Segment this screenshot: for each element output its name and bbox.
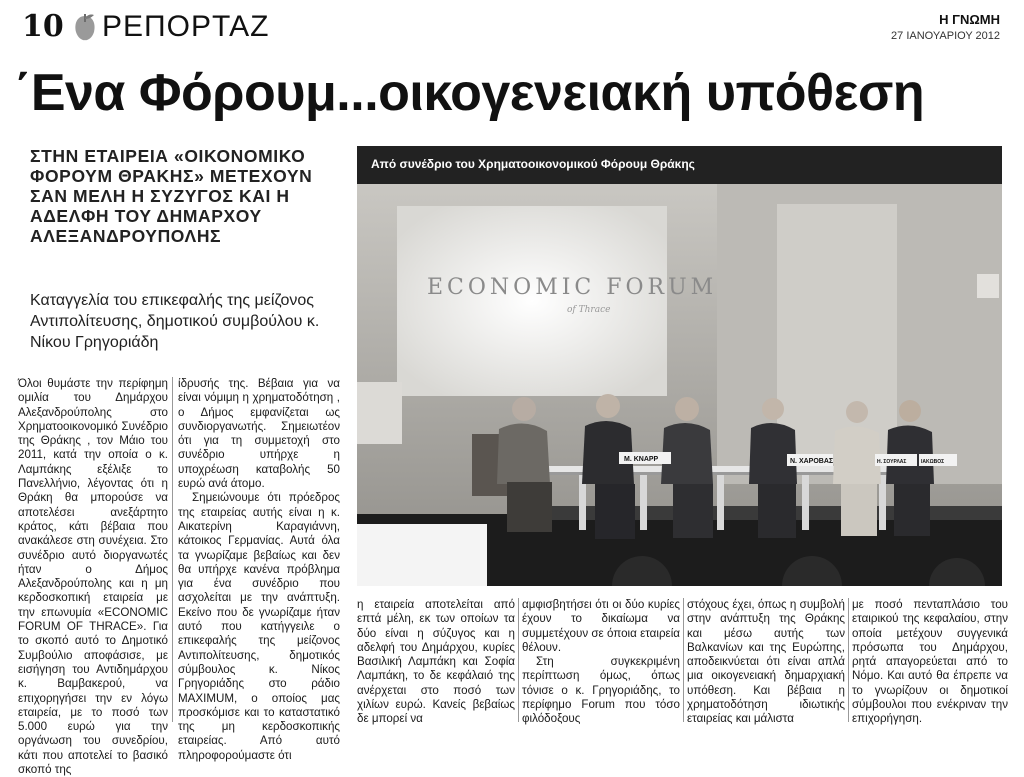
article-deck: ΣΤΗΝ ΕΤΑΙΡΕΙΑ «ΟΙΚΟΝΟΜΙΚΟ ΦΟΡΟΥΜ ΘΡΑΚΗΣ» ΜΕΤΕΧΟΥΝ ΣΑΝ ΜΕΛΗ Η ΣΥΖΥΓΟΣ ΚΑΙ Η ΑΔΕΛΦΗ ΤΟΥ ΔΗΜΑΡΧΟΥ ΑΛΕΞΑΝΔΡΟΥΠΟΛΗΣ [30, 146, 313, 246]
body-paragraph: ίδρυσής της. Βέβαια για να είναι νόμιμη η χρηματοδότηση , ο Δήμος εμφανίζεται ως συνδιοργανωτής. Σημειωτέον ότι για τη συμμετοχή στο συνέδριο υπήρχε η υποχρέωση καταβολής 50 ευρώ ανά άτομο. [178, 377, 340, 491]
conference-photo [357, 146, 1002, 586]
body-paragraph: στόχους έχει, όπως η συμβολή στην ανάπτυξη της Θράκης και μέσω αυτής των Βαλκανίων και της Ευρώπης, αποδεικνύεται ότι είναι απλά μια οικογενειακή δημαρχιακή υπόθεση. Και βέβαια η χρηματοδότηση ιδιωτικής εταιρείας και μάλιστα [687, 598, 845, 726]
body-column-6 [852, 598, 1008, 727]
article-headline: ΄Ενα Φόρουμ...οικογενειακή υπόθεση [14, 64, 925, 122]
projection-screen [397, 206, 667, 396]
nameplate-2: Ν. ΧΑΡΟΒΑΣ [790, 458, 834, 465]
photo-caption-bar [357, 146, 1002, 184]
issue-date: 27 ΙΑΝΟΥΑΡΙΟΥ 2012 [891, 30, 1000, 42]
newspaper-name: Η ΓΝΩΜΗ [939, 12, 1000, 27]
column-rule [848, 598, 849, 722]
body-paragraph: Στη συγκεκριμένη περίπτωση όμως, όπως τόνισε ο κ. Γρηγοριάδης, το περίφημο Forum που τόσο φιλόδοξους [522, 655, 680, 726]
column-rule [172, 377, 173, 722]
body-paragraph: Όλοι θυμάστε την περίφημη ομιλία του Δημάρχου Αλεξανδρούπολης στο Χρηματοοικονομικό Συνέδριο της Θράκης , τον Μάιο του 2011, κατά την οποία ο κ. Λαμπάκης εξέλιξε το Πανελλήνιο, λέγοντας ότι η Θράκη θα μπορούσε να αποτελέσει ανεξάρτητο κράτος, κάτι βέβαια που ανακάλεσε στη συνέχεια. Στο συνέδριο αυτό διοργανωτές ήταν ο Δήμος Αλεξανδρούπολης και η μη κερδοσκοπική εταιρεία με την επωνυμία «ECONOMIC FORUM OF THRACE». Για το σκοπό αυτό το Δημοτικό Συμβούλιο αποφάσισε, με εισήγηση του Αντιδημάρχου κ. Βαμβακερού, να επιχορηγήσει την εν λόγω εταιρεία, με το ποσό των 5.000 ευρώ για την οργάνωση του συνεδρίου, κάτι που αποτελεί το βασικό σκοπό της [18, 377, 168, 777]
photo-caption: Από συνέδριο του Χρηματοοικονομικού Φόρουμ Θράκης [371, 157, 695, 171]
body-paragraph: η εταιρεία αποτελείται από επτά μέλη, εκ των οποίων τα δύο είναι η σύζυγος και η αδελφή του Δημάρχου, κυρίες Βασιλική Λαμπάκη και Σοφία Λαμπάκη, το δε κεφάλαιό της ανέρχεται στο ποσό των χιλίων ευρώ. Κανείς βεβαίως δε μπορεί να [357, 598, 515, 726]
paper-logo-icon [72, 12, 98, 42]
page-number: 10 [22, 9, 64, 44]
nameplate-1: Μ. ΚΝΑΡΡ [624, 456, 659, 463]
body-paragraph: Σημειώνουμε ότι πρόεδρος της εταιρείας αυτής είναι η κ. Αικατερίνη Καραγιάννη, κάτοικος Γερμανίας. Αυτά όλα τα γνωρίζαμε βεβαίως και δεν θα υπήρχε κανένα πρόβλημα για ένα συνέδριο που ασχολείται με την ανάπτυξη. Εκείνο που δε γνωρίζαμε ήταν αυτό που κατήγγειλε ο επικεφαλής της μείζονος Αντιπολίτευσης, δημοτικός σύμβουλος κ. Νίκος Γρηγοριάδης στο ράδιο MAXIMUM, ο οποίος μας προσκόμισε και το καταστατικό της μη κερδοσκοπικής εταιρείας. Από αυτό πληροφορούμαστε ότι [178, 491, 340, 762]
body-column-4 [522, 598, 680, 727]
body-column-3 [357, 598, 515, 727]
nameplate-3: Η. ΣΟΥΡΛΑΣ [877, 459, 907, 465]
photo-scene [357, 184, 1002, 586]
screen-subtitle: of Thrace [567, 305, 611, 315]
column-rule [518, 598, 519, 722]
section-title: ΡΕΠΟΡΤΑΖ [102, 10, 270, 43]
screen-title: ECONOMIC FORUM [427, 275, 718, 300]
body-paragraph: με ποσό πενταπλάσιο του εταιρικού της κεφαλαίου, στην οποία μετέχουν συγγενικά πρόσωπα του Δημάρχου, ρητά απαγορεύεται από το Νόμο. Και αυτό θα έπρεπε να το γνωρίζουν οι δημοτικοί σύμβουλοι που ενέκριναν την επιχορήγηση. [852, 598, 1008, 726]
body-column-1 [18, 377, 168, 777]
nameplate-4: ΙΑΚΩΒΟΣ [921, 459, 945, 465]
body-column-2 [178, 377, 340, 762]
body-column-5 [687, 598, 845, 727]
article-subheadline: Καταγγελία του επικεφαλής της μείζονος Αντιπολίτευσης, δημοτικού συμβούλου κ. Νίκου Γρηγοριάδη [30, 292, 320, 351]
body-paragraph: αμφισβητήσει ότι οι δύο κυρίες έχουν το δικαίωμα να συμμετέχουν σε όποια εταιρεία θέλουν. [522, 598, 680, 654]
column-rule [683, 598, 684, 722]
